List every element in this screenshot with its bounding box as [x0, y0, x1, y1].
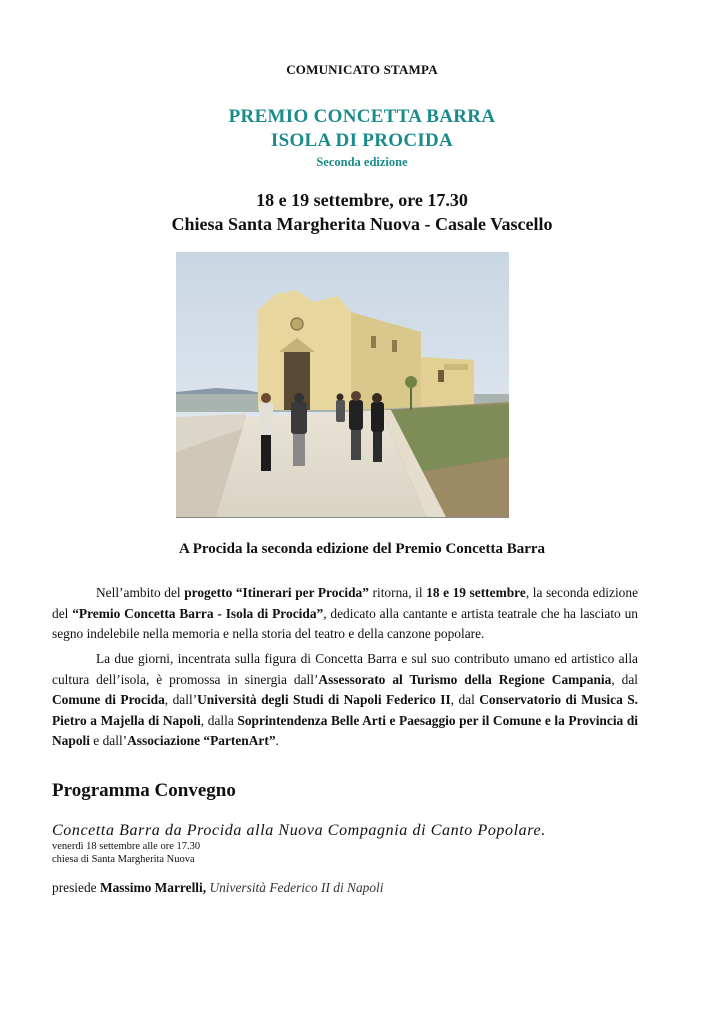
- paragraph-promoters: La due giorni, incentrata sulla figura di Concetta Barra e sul suo contributo umano ed artistico alla cultura dell’isola, è promossa in sinergia dall’Assessorato al Turismo della Regione Campania, dal Comune di Procida, dall’Università degli Studi di Napoli Federico II, dal Conservatorio di Musica S. Pietro a Majella di Napoli, dalla Soprintendenza Belle Arti e Paesaggio per il Comune e la Provincia di Napoli e dall’Associazione “PartenArt”.: [52, 651, 639, 749]
- talk-title: Concetta Barra da Procida alla Nuova Compagnia di Canto Popolare.: [52, 822, 546, 839]
- chair-name: Massimo Marrelli,: [99, 880, 207, 895]
- talk-place: chiesa di Santa Margherita Nuova: [52, 854, 195, 865]
- edition-subtitle: Seconda edizione: [316, 155, 408, 169]
- chair-line: presiede Massimo Marrelli, Università Federico II di Napoli: [52, 880, 384, 895]
- press-release-kicker: COMUNICATO STAMPA: [286, 62, 438, 77]
- event-date: 18 e 19 settembre, ore 17.30: [256, 190, 468, 210]
- article-headline: A Procida la seconda edizione del Premio Concetta Barra: [178, 541, 546, 557]
- event-venue: Chiesa Santa Margherita Nuova - Casale Vascello: [171, 214, 553, 234]
- church-photo: [176, 252, 509, 518]
- program-heading: Programma Convegno: [52, 780, 236, 801]
- paragraph-intro: Nell’ambito del progetto “Itinerari per Procida” ritorna, il 18 e 19 settembre, la seconda edizione del “Premio Concetta Barra - Isola di Procida”, dedicato alla cantante e artista teatrale che ha lasciato un segno indelebile nella memoria e nella storia del teatro e della canzone popolare.: [52, 585, 639, 642]
- chair-affiliation: Università Federico II di Napoli: [209, 880, 384, 895]
- title-line-2: ISOLA DI PROCIDA: [270, 130, 454, 151]
- talk-date: venerdì 18 settembre alle ore 17.30: [52, 841, 201, 852]
- title-line-1: PREMIO CONCETTA BARRA: [228, 106, 496, 127]
- church-photo-illustration: [176, 252, 509, 517]
